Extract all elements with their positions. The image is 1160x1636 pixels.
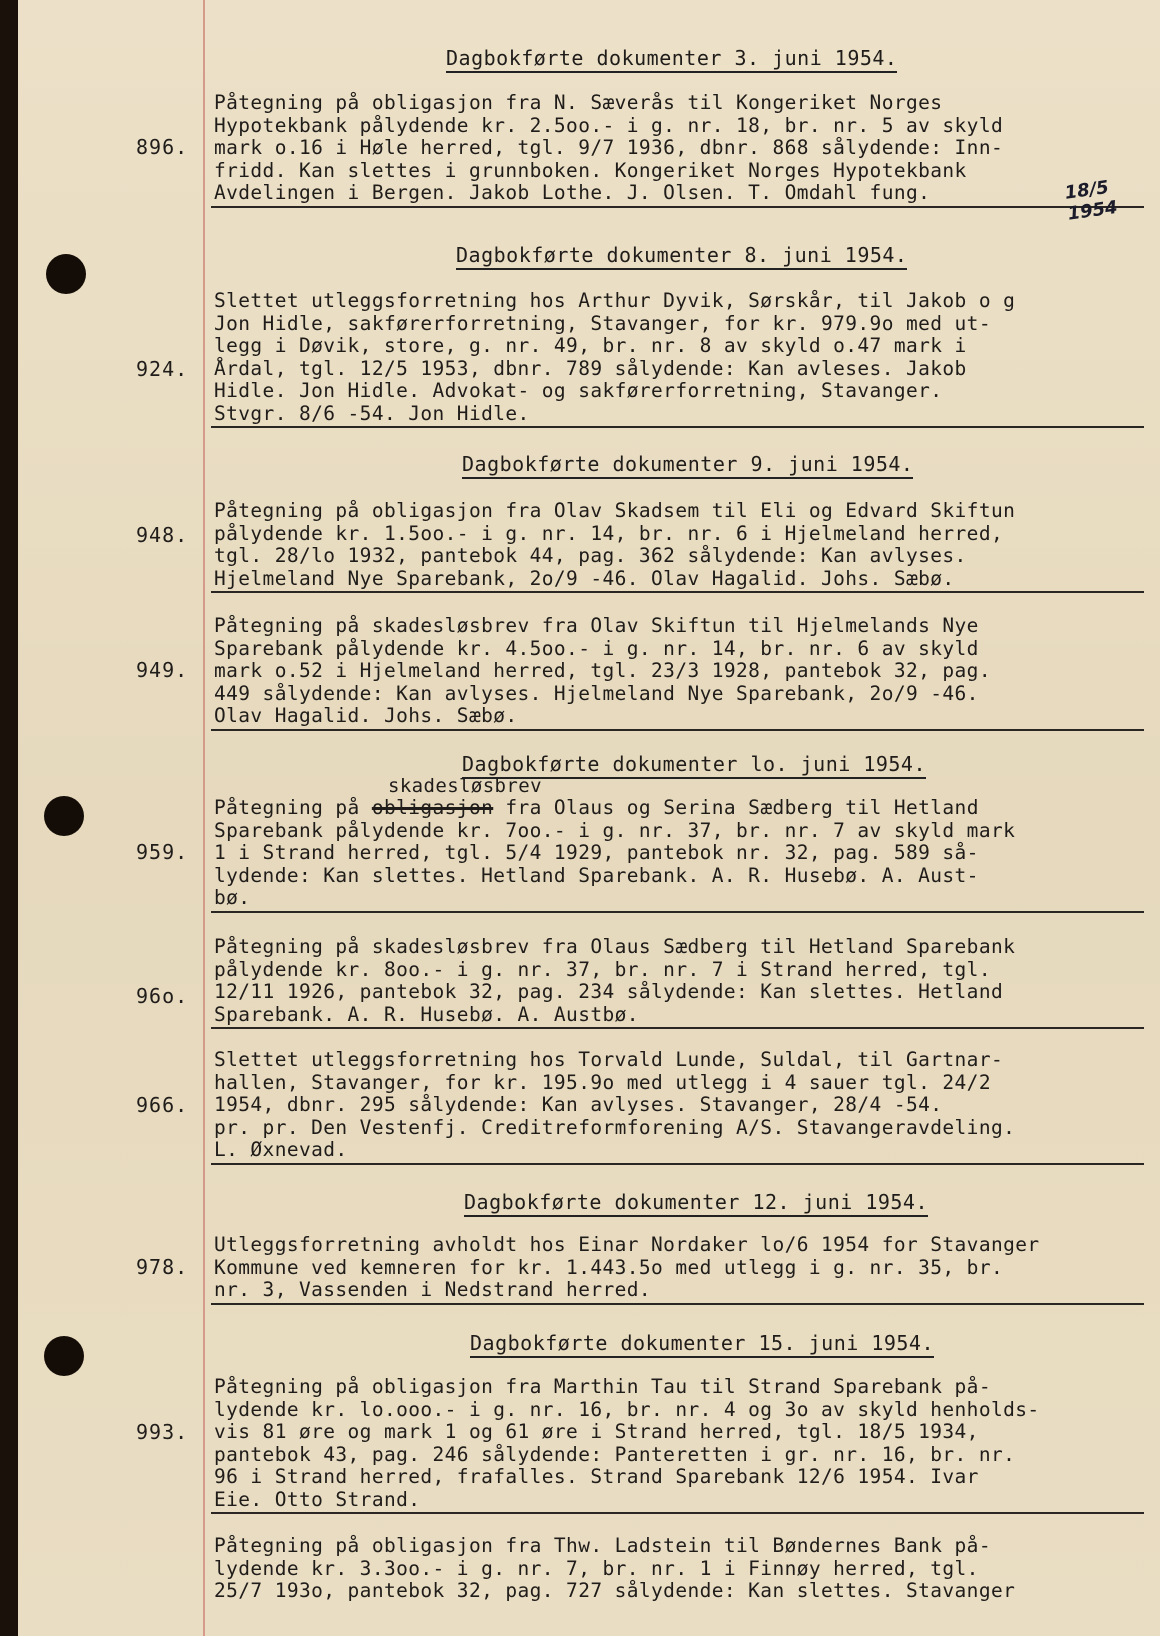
entry-line: pålydende kr. 1.5oo.- i g. nr. 14, br. nr. 6 i Hjelmeland herred, xyxy=(214,521,1004,545)
entry-line: Sparebank pålydende kr. 4.5oo.- i g. nr. 14, br. nr. 6 av skyld xyxy=(214,636,979,660)
entry-line: tgl. 28/lo 1932, pantebok 44, pag. 362 sålydende: Kan avlyses. xyxy=(214,544,967,567)
punch-hole xyxy=(44,796,84,836)
entry-number: 959. xyxy=(136,840,189,864)
entry-line: Avdelingen i Bergen. Jakob Lothe. J. Olsen. T. Omdahl fung. xyxy=(214,181,931,204)
entry-line-prefix: Påtegning på xyxy=(214,796,372,819)
ledger-entry xyxy=(214,1376,1144,1511)
entry-number: 966. xyxy=(136,1093,189,1117)
entry-line: pr. pr. Den Vestenfj. Creditreformforening A/S. Stavangeravdeling. xyxy=(214,1115,1016,1139)
entry-line: Jon Hidle, sakførerforretning, Stavanger, for kr. 979.9o med ut- xyxy=(214,311,991,335)
struck-word: obligasjon xyxy=(371,796,494,819)
ledger-entry xyxy=(214,500,1144,590)
entry-line: mark o.52 i Hjelmeland herred, tgl. 23/3 1928, pantebok 32, pag. xyxy=(214,659,991,682)
entry-rule xyxy=(211,1163,1144,1165)
handwritten-date-note: 18/5 1954 xyxy=(1063,176,1119,225)
entry-number: 96o. xyxy=(136,984,189,1008)
entry-line: lydende: Kan slettes. Hetland Sparebank. A. R. Husebø. A. Aust- xyxy=(214,863,979,887)
ledger-entry xyxy=(214,797,1144,910)
entry-line: Slettet utleggsforretning hos Torvald Lunde, Suldal, til Gartnar- xyxy=(214,1048,1004,1071)
entry-line: Påtegning på skadesløsbrev fra Olaus Sædberg til Hetland Sparebank xyxy=(214,935,1016,958)
entry-rule xyxy=(211,426,1144,428)
margin-rule xyxy=(203,0,205,1636)
entry-line: Sparebank. A. R. Husebø. A. Austbø. xyxy=(214,1002,639,1026)
entry-line: lydende kr. 3.3oo.- i g. nr. 7, br. nr. 1 i Finnøy herred, tgl. xyxy=(214,1556,979,1580)
ledger-entry xyxy=(214,1234,1144,1302)
entry-line: vis 81 øre og mark 1 og 61 øre i Strand herred, tgl. 18/5 1934, xyxy=(214,1420,979,1443)
entry-line: Olav Hagalid. Johs. Sæbø. xyxy=(214,704,518,727)
entry-rule xyxy=(211,206,1144,208)
entry-line: 12/11 1926, pantebok 32, pag. 234 sålydende: Kan slettes. Hetland xyxy=(214,980,1004,1003)
entry-line: pantebok 43, pag. 246 sålydende: Panteretten i gr. nr. 16, br. nr. xyxy=(214,1442,1016,1466)
ledger-entry xyxy=(214,92,1144,205)
entry-line: Påtegning på obligasjon fra Thw. Ladstein til Bøndernes Bank på- xyxy=(214,1534,991,1557)
ledger-entry xyxy=(214,1535,1144,1603)
entry-line: legg i Døvik, store, g. nr. 49, br. nr. 8 av skyld o.47 mark i xyxy=(214,334,967,357)
entry-line: Påtegning på obligasjon fra N. Sæverås til Kongeriket Norges xyxy=(214,91,943,114)
entry-line: 449 sålydende: Kan avlyses. Hjelmeland Nye Sparebank, 2o/9 -46. xyxy=(214,681,979,705)
entry-rule xyxy=(211,911,1144,913)
entry-line-rest: fra Olaus og Serina Sædberg til Hetland xyxy=(493,796,979,819)
entry-rule xyxy=(211,1303,1144,1305)
ledger-entry xyxy=(214,290,1144,425)
entry-line: Påtegning på obligasjon fra Olav Skadsem til Eli og Edvard Skiftun xyxy=(214,499,1016,522)
entry-line: mark o.16 i Høle herred, tgl. 9/7 1936, dbnr. 868 sålydende: Inn- xyxy=(214,136,1004,159)
ledger-entry xyxy=(214,936,1144,1026)
date-heading: Dagbokførte dokumenter 8. juni 1954. xyxy=(456,243,907,270)
handwritten-correction: skadesløsbrev xyxy=(388,775,542,797)
entry-line: 25/7 193o, pantebok 32, pag. 727 sålydende: Kan slettes. Stavanger xyxy=(214,1579,1016,1602)
entry-line: nr. 3, Vassenden i Nedstrand herred. xyxy=(214,1278,652,1301)
entry-number: 924. xyxy=(136,357,189,381)
entry-line: hallen, Stavanger, for kr. 195.9o med utlegg i 4 sauer tgl. 24/2 xyxy=(214,1070,991,1094)
entry-line: L. Øxnevad. xyxy=(214,1138,348,1161)
entry-number: 896. xyxy=(136,135,189,159)
entry-rule xyxy=(211,729,1144,731)
date-heading: Dagbokførte dokumenter 9. juni 1954. xyxy=(462,452,913,479)
entry-line: 96 i Strand herred, frafalles. Strand Sparebank 12/6 1954. Ivar xyxy=(214,1465,979,1488)
entry-number: 948. xyxy=(136,523,189,547)
entry-line: pålydende kr. 8oo.- i g. nr. 37, br. nr. 7 i Strand herred, tgl. xyxy=(214,957,991,981)
entry-line: Stvgr. 8/6 -54. Jon Hidle. xyxy=(214,401,530,425)
date-heading: Dagbokførte dokumenter 12. juni 1954. xyxy=(464,1190,928,1217)
entry-line: Sparebank pålydende kr. 7oo.- i g. nr. 37, br. nr. 7 av skyld mark xyxy=(214,818,1016,842)
entry-line: 1 i Strand herred, tgl. 5/4 1929, pantebok nr. 32, pag. 589 så- xyxy=(214,841,979,864)
entry-number: 993. xyxy=(136,1420,189,1444)
entry-line xyxy=(214,797,1144,820)
entry-rule xyxy=(211,1027,1144,1029)
entry-line: fridd. Kan slettes i grunnboken. Kongeriket Norges Hypotekbank xyxy=(214,158,967,182)
entry-line: Utleggsforretning avholdt hos Einar Nordaker lo/6 1954 for Stavanger xyxy=(214,1233,1040,1256)
date-heading: Dagbokførte dokumenter 3. juni 1954. xyxy=(446,46,897,73)
entry-rule xyxy=(211,591,1144,593)
entry-line: Hypotekbank pålydende kr. 2.5oo.- i g. nr. 18, br. nr. 5 av skyld xyxy=(214,113,1004,137)
entry-number: 978. xyxy=(136,1255,189,1279)
date-heading: Dagbokførte dokumenter lo. juni 1954. xyxy=(462,752,926,779)
ledger-entry xyxy=(214,615,1144,728)
entry-rule xyxy=(211,1512,1144,1514)
ledger-entry xyxy=(214,1049,1144,1162)
entry-line: Slettet utleggsforretning hos Arthur Dyvik, Sørskår, til Jakob o g xyxy=(214,289,1016,312)
date-heading: Dagbokførte dokumenter 15. juni 1954. xyxy=(470,1331,934,1358)
entry-line: Kommune ved kemneren for kr. 1.443.5o med utlegg i g. nr. 35, br. xyxy=(214,1255,1004,1279)
entry-line: 1954, dbnr. 295 sålydende: Kan avlyses. Stavanger, 28/4 -54. xyxy=(214,1093,943,1116)
entry-line: lydende kr. lo.ooo.- i g. nr. 16, br. nr. 4 og 3o av skyld henholds- xyxy=(214,1397,1040,1421)
entry-line: bø. xyxy=(214,886,251,909)
punch-hole xyxy=(44,1336,84,1376)
entry-number: 949. xyxy=(136,658,189,682)
entry-line: Eie. Otto Strand. xyxy=(214,1487,421,1511)
entry-line: Hjelmeland Nye Sparebank, 2o/9 -46. Olav Hagalid. Johs. Sæbø. xyxy=(214,566,955,590)
entry-line: Årdal, tgl. 12/5 1953, dbnr. 789 sålydende: Kan avleses. Jakob xyxy=(214,356,967,380)
punch-hole xyxy=(46,254,86,294)
entry-line: Påtegning på obligasjon fra Marthin Tau til Strand Sparebank på- xyxy=(214,1375,991,1398)
entry-line: Hidle. Jon Hidle. Advokat- og sakførerforretning, Stavanger. xyxy=(214,379,943,402)
entry-line: Påtegning på skadesløsbrev fra Olav Skiftun til Hjelmelands Nye xyxy=(214,614,979,637)
